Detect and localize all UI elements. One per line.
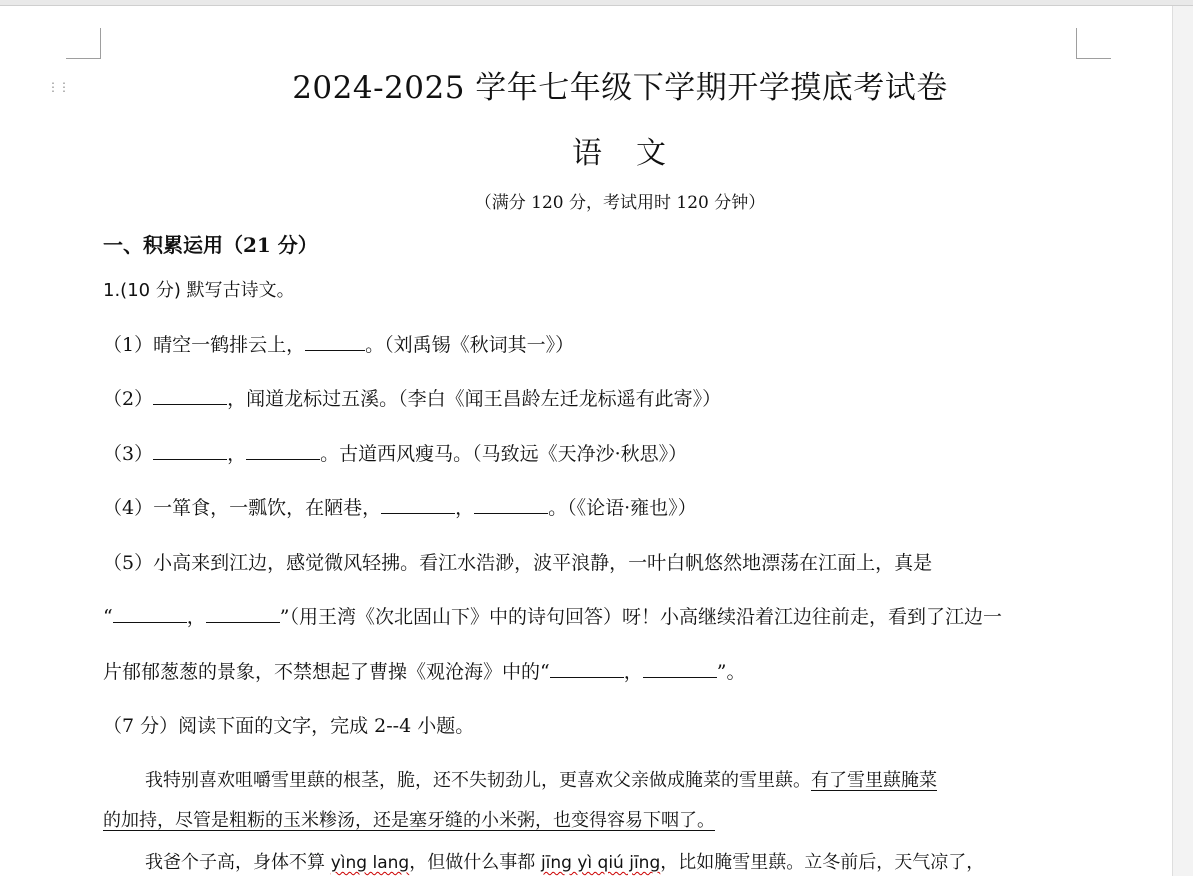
pinyin-prompt: jīng yì qiú jīng	[540, 853, 661, 873]
item-text: ”。	[716, 661, 746, 683]
section-heading: 一、积累运用（21 分）	[103, 233, 318, 257]
answer-blank[interactable]	[153, 442, 227, 460]
item-text: （1）晴空一鹤排云上，	[103, 334, 306, 356]
item-text: 。（《论语·雍也》）	[548, 497, 697, 519]
question-item-3	[103, 439, 687, 466]
answer-blank[interactable]	[474, 496, 548, 514]
question-item-5-line-2	[103, 602, 1002, 629]
passage-text: 我特别喜欢咀嚼雪里蕻的根茎，脆，还不失韧劲儿，更喜欢父亲做成腌菜的雪里蕻。	[145, 770, 811, 791]
exam-title: 2024-2025 学年七年级下学期开学摸底考试卷	[292, 70, 948, 106]
passage-underlined-text: 的加持，尽管是粗粝的玉米糁汤，还是塞牙缝的小米粥，也变得容易下咽了。	[103, 810, 715, 831]
answer-blank[interactable]	[381, 496, 455, 514]
item-text: （4）一箪食，一瓢饮，在陋巷，	[103, 497, 382, 519]
item-text: ，	[455, 497, 475, 519]
passage-text: 我爸个子高，身体不算	[145, 852, 331, 873]
passage-paragraph-1-line-1	[145, 766, 937, 792]
margin-corner-mark-top-right	[1076, 28, 1111, 59]
item-text: “	[103, 606, 113, 628]
question-item-1	[103, 330, 574, 357]
item-text: ，闻道龙标过五溪。（李白《闻王昌龄左迁龙标遥有此寄》）	[227, 388, 722, 410]
question-item-5-line-3	[103, 657, 745, 684]
reading-heading: （7 分）阅读下面的文字，完成 2--4 小题。	[103, 715, 475, 737]
exam-subject: 语 文	[572, 136, 668, 171]
question-1-heading: 1.(10 分) 默写古诗文。	[103, 280, 295, 301]
answer-blank[interactable]	[113, 605, 187, 623]
item-text: ”（用王湾《次北固山下》中的诗句回答）呀！小高继续沿着江边往前走，看到了江边一	[279, 606, 1002, 628]
question-item-5-line-1: （5）小高来到江边，感觉微风轻拂。看江水浩渺，波平浪静，一叶白帆悠然地漂荡在江面上，真是	[103, 552, 933, 574]
item-text: ，	[227, 443, 247, 465]
pinyin-prompt: yìng lang	[330, 853, 410, 873]
item-text: 。古道西风瘦马。（马致远《天净沙·秋思》）	[320, 443, 688, 465]
answer-blank[interactable]	[550, 660, 624, 678]
item-text: （3）	[103, 443, 154, 465]
item-text: 片郁郁葱葱的景象，不禁想起了曹操《观沧海》中的“	[103, 661, 550, 683]
answer-blank[interactable]	[246, 442, 320, 460]
answer-blank[interactable]	[206, 605, 280, 623]
passage-text: ，比如腌雪里蕻。立冬前后，天气凉了，	[660, 852, 985, 873]
item-text: ，	[623, 661, 643, 683]
answer-blank[interactable]	[305, 333, 365, 351]
passage-text: ，但做什么事都	[409, 852, 541, 873]
item-text: 。（刘禹锡《秋词其一》）	[365, 334, 575, 356]
question-item-2	[103, 384, 721, 411]
drag-handle-icon[interactable]: ⋮⋮	[47, 80, 69, 94]
answer-blank[interactable]	[643, 660, 717, 678]
question-item-4	[103, 493, 697, 520]
exam-note: （满分 120 分，考试用时 120 分钟）	[474, 193, 766, 213]
margin-corner-mark-top-left	[66, 28, 101, 59]
passage-underlined-text: 有了雪里蕻腌菜	[811, 770, 937, 791]
item-text: （2）	[103, 388, 154, 410]
answer-blank[interactable]	[153, 387, 227, 405]
passage-paragraph-2-line-1	[145, 848, 984, 874]
item-text: ，	[186, 606, 206, 628]
passage-paragraph-1-line-2	[103, 806, 715, 832]
